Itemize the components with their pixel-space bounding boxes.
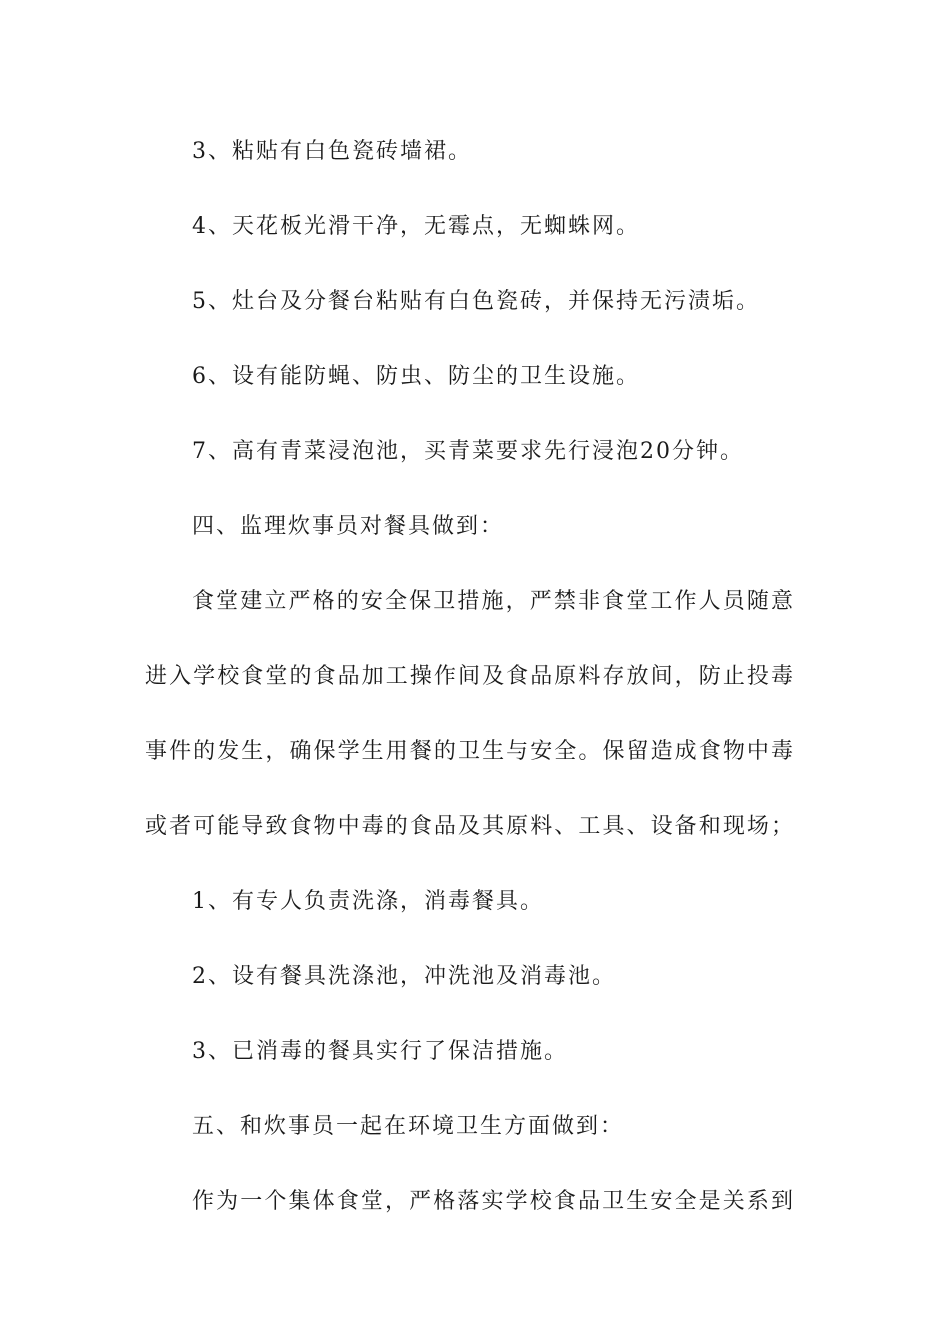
- paragraph-line: 事件的发生，确保学生用餐的卫生与安全。保留造成食物中毒: [145, 739, 795, 764]
- list-item: 5、灶台及分餐台粘贴有白色瓷砖，并保持无污渍垢。: [192, 289, 760, 314]
- list-item: 1、有专人负责洗涤，消毒餐具。: [192, 889, 544, 914]
- paragraph-line: 进入学校食堂的食品加工操作间及食品原料存放间，防止投毒: [145, 664, 795, 689]
- list-item: 6、设有能防蝇、防虫、防尘的卫生设施。: [192, 364, 640, 389]
- paragraph-line: 或者可能导致食物中毒的食品及其原料、工具、设备和现场；: [145, 814, 795, 839]
- list-item: 7、高有青菜浸泡池，买青菜要求先行浸泡20分钟。: [192, 439, 744, 464]
- list-item: 3、已消毒的餐具实行了保洁措施。: [192, 1039, 568, 1064]
- paragraph-line: 食堂建立严格的安全保卫措施，严禁非食堂工作人员随意: [192, 589, 795, 614]
- list-item: 2、设有餐具洗涤池，冲洗池及消毒池。: [192, 964, 616, 989]
- section-heading: 五、和炊事员一起在环境卫生方面做到：: [192, 1114, 625, 1139]
- list-item: 4、天花板光滑干净，无霉点，无蜘蛛网。: [192, 214, 640, 239]
- list-item: 3、粘贴有白色瓷砖墙裙。: [192, 139, 472, 164]
- paragraph-line: 作为一个集体食堂，严格落实学校食品卫生安全是关系到: [192, 1189, 795, 1214]
- section-heading: 四、监理炊事员对餐具做到：: [192, 514, 505, 539]
